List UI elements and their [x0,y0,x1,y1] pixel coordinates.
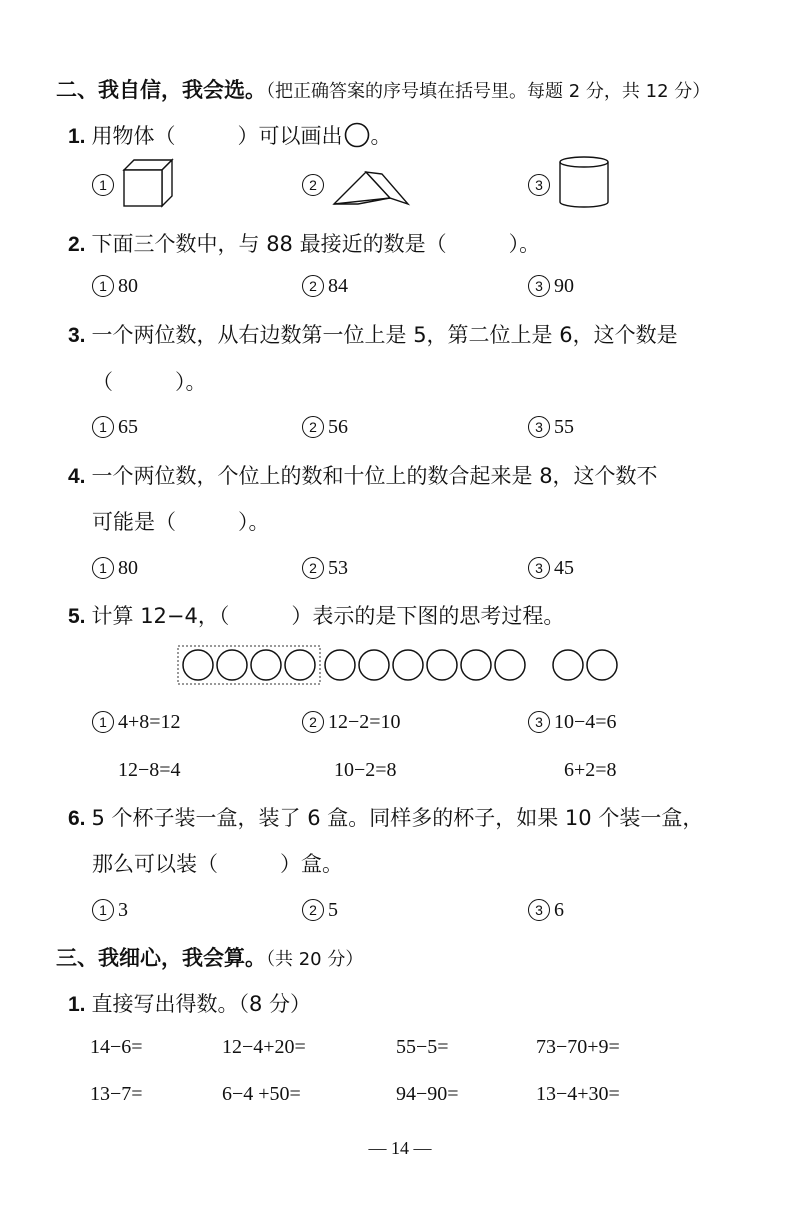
option-mark: 2 [302,416,324,438]
option-value: 65 [118,416,138,438]
counting-circle [495,650,525,680]
option-mark: 3 [528,416,550,438]
q4-option-1[interactable] [92,555,138,580]
counting-circle [183,650,213,680]
question-text: 5 个杯子装一盒，装了 6 盒。同样多的杯子，如果 10 个装一盒， [91,806,704,830]
question-2 [68,228,540,258]
triangular-prism-icon [330,168,412,210]
q2-option-3[interactable] [528,273,574,298]
question-text: ）。 [508,232,541,256]
option-mark: 2 [302,275,324,297]
q5-option-2-line-2 [334,757,397,782]
option-mark: 3 [528,275,550,297]
calc-item[interactable]: 94−90= [396,1083,459,1105]
question-text: 下面三个数中，与 88 最接近的数是（ [91,232,447,256]
question-text: 一个两位数，个位上的数和十位上的数合起来是 8，这个数不 [91,464,658,488]
q5-option-1-line-2 [118,757,181,782]
option-value: 80 [118,275,138,297]
counting-circle [393,650,423,680]
q5-option-2[interactable] [302,709,401,734]
option-mark: 2 [302,899,324,921]
q3-option-3[interactable] [528,414,574,439]
question-text: ）可以画出 [237,124,343,148]
section-2-title: 二、我自信，我会选。 [56,78,266,102]
option-value: 56 [328,416,348,438]
counting-circle [587,650,617,680]
question-5 [68,600,564,630]
calc-item[interactable]: 12−4+20= [222,1036,306,1058]
q3-option-2[interactable] [302,414,348,439]
question-number: 6. [68,807,86,830]
question-number: 2. [68,233,86,256]
option-mark: 1 [92,899,114,921]
counting-circle [427,650,457,680]
option-value: 84 [328,275,348,297]
option-mark: 1 [92,275,114,297]
option-value: 90 [554,275,574,297]
section-2-heading [56,74,710,104]
question-6 [68,802,703,832]
circle-shape-icon [344,122,370,148]
question-text: 可能是（ [92,510,176,534]
circle-figure [176,644,626,688]
q1-option-3[interactable] [528,172,554,196]
question-text: ）表示的是下图的思考过程。 [291,604,565,628]
option-value: 53 [328,557,348,579]
question-text: ）。 [238,510,270,534]
counting-circle [217,650,247,680]
question-text: 。 [370,124,392,148]
calc-item[interactable]: 55−5= [396,1036,449,1058]
option-mark: 1 [92,416,114,438]
option-equation-1: 4+8=12 [118,711,181,733]
option-value: 45 [554,557,574,579]
option-mark: 3 [528,174,550,196]
counting-circle [359,650,389,680]
q1-option-1[interactable] [92,172,118,196]
calc-item[interactable]: 73−70+9= [536,1036,620,1058]
q4-option-3[interactable] [528,555,574,580]
calc-item[interactable]: 13−7= [90,1083,143,1105]
question-text: 用物体（ [91,124,176,148]
question-4-line-2 [92,506,270,536]
option-equation-1: 12−2=10 [328,711,401,733]
option-mark: 3 [528,557,550,579]
q3-option-1[interactable] [92,414,138,439]
question-1 [68,120,392,150]
option-value: 80 [118,557,138,579]
question-number: 4. [68,465,86,488]
calc-item[interactable]: 6−4 +50= [222,1083,301,1105]
question-text: ）盒。 [280,852,343,876]
option-mark: 2 [302,557,324,579]
section-3-note: （共 20 分） [266,949,364,970]
section-3-heading [56,942,363,972]
section-3-question-1 [68,988,311,1018]
q6-option-2[interactable] [302,897,338,922]
cube-icon [120,156,180,208]
cylinder-icon [556,154,612,212]
question-text: 那么可以装（ [92,852,218,876]
counting-circle [461,650,491,680]
question-4 [68,460,658,490]
q5-option-1[interactable] [92,709,181,734]
option-equation-2: 6+2=8 [564,759,617,781]
option-equation-2: 10−2=8 [334,759,397,781]
section-3-title: 三、我细心，我会算。 [56,946,266,970]
q2-option-2[interactable] [302,273,348,298]
option-value: 55 [554,416,574,438]
option-value: 3 [118,899,128,921]
calc-item[interactable]: 14−6= [90,1036,143,1058]
q5-option-3[interactable] [528,709,617,734]
counting-circle [285,650,315,680]
option-mark: 3 [528,899,550,921]
option-equation-1: 10−4=6 [554,711,617,733]
q2-option-1[interactable] [92,273,138,298]
question-number: 3. [68,324,86,347]
question-text: ）。 [175,370,207,394]
question-text: 一个两位数，从右边数第一位上是 5，第二位上是 6，这个数是 [91,323,678,347]
option-mark: 1 [92,711,114,733]
question-number: 1. [68,993,86,1016]
question-3-line-2 [92,366,207,396]
question-text: 直接写出得数。（8 分） [91,992,312,1016]
section-2-note: （把正确答案的序号填在括号里。每题 2 分，共 12 分） [266,81,711,102]
q6-option-3[interactable] [528,897,564,922]
option-mark: 2 [302,711,324,733]
q1-option-2[interactable] [302,172,328,196]
option-mark: 1 [92,174,114,196]
calc-item[interactable]: 13−4+30= [536,1083,620,1105]
counting-circle [325,650,355,680]
option-equation-2: 12−8=4 [118,759,181,781]
q6-option-1[interactable] [92,897,128,922]
option-mark: 1 [92,557,114,579]
option-mark: 3 [528,711,550,733]
page-number: — 14 — [368,1138,432,1158]
question-6-line-2 [92,848,343,878]
q4-option-2[interactable] [302,555,348,580]
question-text: （ [92,370,113,394]
option-value: 5 [328,899,338,921]
question-number: 5. [68,605,86,628]
question-text: 计算 12−4，（ [91,604,230,628]
counting-circle [553,650,583,680]
counting-circle [251,650,281,680]
option-mark: 2 [302,174,324,196]
question-3 [68,319,678,349]
question-number: 1. [68,125,86,148]
q5-option-3-line-2 [564,757,617,782]
option-value: 6 [554,899,564,921]
